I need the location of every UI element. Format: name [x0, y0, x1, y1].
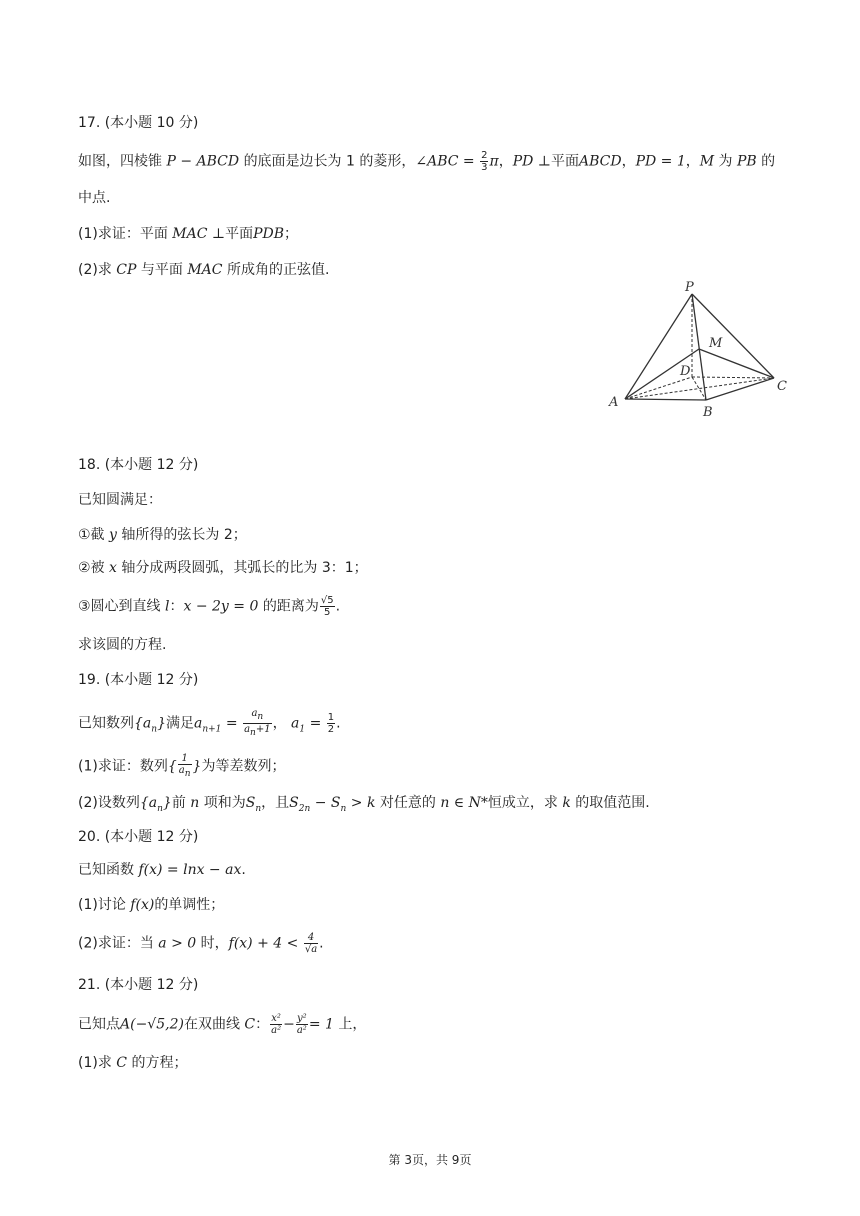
edge-mc — [699, 349, 774, 378]
problem-19-question-1: (1)求证：数列{ $\frac{1}{a_n}$ }为等差数列； — [78, 753, 286, 779]
edge-dc-hidden — [692, 377, 774, 378]
problem-21-statement: 已知点A(−√5,2)在双曲线 C： $\frac{\text{x²}}{\text{a²}}$ − $\frac{\text{y²}}{\text{a²}}$ = 1 上， — [78, 1013, 367, 1036]
problem-17-statement: 如图，四棱锥 P − ABCD 的底面是边长为 1 的菱形，∠ABC = $\frac{2}{3}$ π，PD ⊥平面ABCD，PD = 1，M 为 PB 的 — [78, 150, 776, 173]
problem-20-statement: 已知函数 f(x) = lnx − ax. — [78, 862, 246, 878]
vertex-label-d: D — [680, 364, 691, 379]
problem-18-condition-1: ①截 y 轴所得的弦长为 2； — [78, 527, 247, 543]
edge-ac-hidden — [625, 378, 774, 399]
problem-19-question-2: (2)设数列$\{a_n\}$前 n 项和为$S_n$，且$S_{2n} - S_n > k$ 对任意的 n ∈ N*恒成立，求 k 的取值范围. — [78, 795, 650, 814]
problem-20-title: 20. (本小题 12 分) — [78, 829, 199, 845]
problem-19-statement: 已知数列$\{a_n\}$满足$a_{n+1}$ = $\frac{a_n}{a_n+1}$ ， $a_1$ = $\frac{1}{2}$ . — [78, 708, 341, 738]
problem-17-question-1: (1)求证：平面 MAC ⊥平面PDB； — [78, 226, 299, 242]
edge-pa — [625, 294, 692, 399]
problem-17-title: 17. (本小题 10 分) — [78, 115, 199, 131]
problem-17-question-2: (2)求 CP 与平面 MAC 所成角的正弦值. — [78, 262, 330, 278]
edge-pc — [692, 294, 774, 378]
edge-pb — [692, 294, 706, 400]
problem-18-ask: 求该圆的方程. — [78, 637, 167, 653]
page-footer: 第 3页，共 9页 — [388, 1153, 472, 1167]
vertex-label-m: M — [709, 336, 723, 351]
problem-18-condition-2: ②被 x 轴分成两段圆弧，其弧长的比为 3：1； — [78, 560, 368, 576]
edge-ab — [625, 399, 706, 400]
pyramid-figure — [603, 277, 803, 422]
problem-20-question-1: (1)讨论 f(x)的单调性； — [78, 897, 225, 913]
problem-19-title: 19. (本小题 12 分) — [78, 672, 199, 688]
problem-21-question-1: (1)求 C 的方程； — [78, 1055, 188, 1071]
edge-ad-hidden — [625, 377, 692, 399]
problem-17-continuation: 中点. — [78, 190, 111, 206]
vertex-label-c: C — [777, 379, 787, 394]
problem-18-title: 18. (本小题 12 分) — [78, 457, 199, 473]
problem-20-question-2: (2)求证：当 a > 0 时，f(x) + 4 < $\frac{4}{√a}$ . — [78, 932, 324, 955]
problem-18-intro: 已知圆满足： — [78, 492, 162, 508]
vertex-label-b: B — [703, 405, 713, 420]
problem-18-condition-3: ③圆心到直线 l：x − 2y = 0 的距离为 $\frac{√5}{5}$ . — [78, 595, 341, 618]
vertex-label-a: A — [609, 395, 619, 410]
vertex-label-p: P — [685, 280, 694, 295]
edge-bc — [706, 378, 774, 400]
problem-21-title: 21. (本小题 12 分) — [78, 977, 199, 993]
